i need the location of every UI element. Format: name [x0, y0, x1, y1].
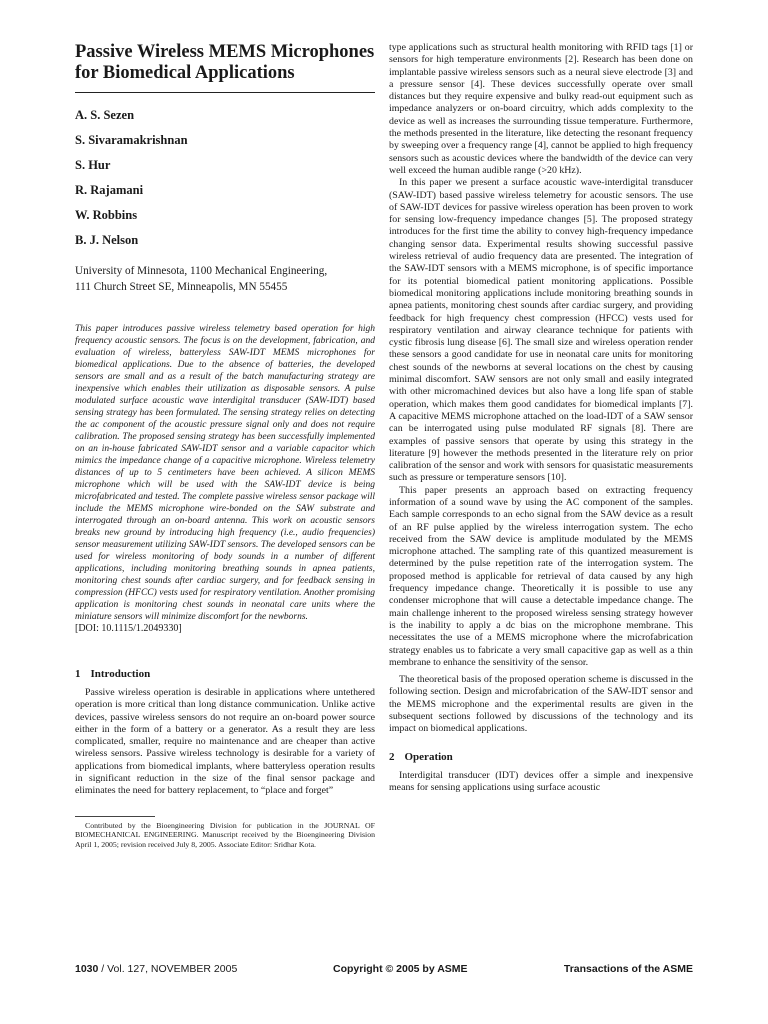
body-paragraph: type applications such as structural health monitoring with RFID tags [1] or sensors for high temperature environments [2]. Research has been done on implantable passive wireless sensors such as a neural sieve electrode [3] and a pressure sensor [4]. These devices successfully operate over small distances but they require expensive and bulky read-out equipment such as impedance analyzers or on-board circuitry, which adds complexity to the device as well as increases the surrounding tissue temperature. Furthermore, the methods presented in the literature, like detecting the resonant frequency by sweeping over a frequency range [4], cannot be applied to high frequency sensors such as acoustic devices where the bandwidth of the device can very well exceed the human audible range (>20 kHz).: [389, 42, 693, 176]
body-paragraph: The theoretical basis of the proposed operation scheme is discussed in the following section. Design and microfabrication of the SAW-IDT sensor and the MEMS microphone and the experimental results are given in the subsequent sections followed by discussions of the technology and its impact on biomedical applications.: [389, 674, 693, 735]
page-number: 1030: [75, 963, 99, 975]
affiliation-line-1: University of Minnesota, 1100 Mechanical Engineering,: [75, 265, 328, 277]
author-name: S. Sivaramakrishnan: [75, 133, 188, 147]
author-list: [75, 105, 375, 255]
left-column: [75, 40, 375, 849]
introduction-paragraph: Passive wireless operation is desirable in applications where untethered operation is more critical than long distance communication. Unlike active devices, passive wireless sensors do not require an on-board power source either in the form of a battery or a generator. As a result they are less complicated, smaller, require no maintenance and are cheaper than active wireless sensors. Passive wireless technology is desirable for a variety of applications from biomedical implants, where batteryless operation results in significant reduction in the size of the final sensor package and eliminates the need for battery replacement, to “place and forget”: [75, 687, 375, 797]
title-rule: [75, 92, 375, 93]
abstract-text: This paper introduces passive wireless telemetry based operation for high frequency acoustic sensors. The focus is on the development, fabrication, and evaluation of wireless, batteryless SAW-IDT MEMS microphones for biomedical applications. Due to the absence of batteries, the developed sensors are small and as a result of the batch manufacturing strategy are inexpensive which enables their utilization as disposable sensors. A pulse modulated surface acoustic wave interdigital transducer (SAW-IDT) based sensing strategy has been formulated. The sensing strategy relies on detecting the ac component of the acoustic pressure signal only and does not require calibration. The proposed sensing strategy has been successfully implemented on an in-house fabricated SAW-IDT sensor and a variable capacitor which mimics the impedance change of a capacitive microphone. Wireless telemetry distances of up to 5 centimeters have been achieved. A silicon MEMS microphone which will be used with the SAW-IDT device is being microfabricated and tested. The complete passive wireless sensor package will include the MEMS microphone wire-bonded on the SAW substrate and interrogated through an on-board antenna. This work on acoustic sensors breaks new ground by introducing high frequency (i.e., audio frequencies) sensor measurement utilizing SAW-IDT sensors. The developed sensors can be used for wireless monitoring of body sounds in a number of different applications, including monitoring breathing sounds in apnea patients, monitoring chest sounds after cardiac surgery, and for feedback sensing in compression (HFCC) vests used for respiratory ventilation. Another promising application is monitoring chest sounds in neonatal care units where the miniature sensors will minimize discomfort for the newborns.: [75, 324, 375, 622]
footer-separator: /: [101, 963, 105, 975]
affiliation-line-2: 111 Church Street SE, Minneapolis, MN 55455: [75, 281, 288, 293]
section-heading-operation: [389, 750, 693, 764]
volume-info: Vol. 127, NOVEMBER 2005: [107, 963, 238, 975]
author-name: W. Robbins: [75, 208, 138, 222]
paper-title: Passive Wireless MEMS Microphones for Biomedical Applications: [75, 42, 375, 83]
section-title: Introduction: [90, 668, 151, 680]
section-title: Operation: [404, 750, 453, 763]
author-name: S. Hur: [75, 158, 111, 172]
section-heading-introduction: [75, 667, 375, 681]
page-footer: [75, 963, 693, 979]
body-paragraph: Interdigital transducer (IDT) devices offer a simple and inexpensive means for sensing applications using surface acoustic: [389, 769, 693, 793]
doi-link[interactable]: [DOI: 10.1115/1.2049330]: [75, 623, 182, 634]
author-name: A. S. Sezen: [75, 108, 135, 122]
footnote: Contributed by the Bioengineering Division for publication in the JOURNAL OF BIOMECHANICAL ENGINEERING. Manuscript received by the Bioengineering Division April 1, 2005; revision received July 8, 2005. Associate Editor: Sridhar Kota.: [75, 820, 375, 849]
section-number: 2: [389, 750, 395, 763]
abstract: [75, 323, 375, 623]
journal-name: Transactions of the ASME: [563, 963, 693, 975]
author-name: B. J. Nelson: [75, 233, 139, 247]
footnote-rule: [75, 816, 155, 817]
footer-page-info: [75, 963, 237, 975]
body-paragraph: This paper presents an approach based on extracting frequency information of a sound wave by using the AC component of the samples. Each sample corresponds to an echo signal from the SAW device as a result of an RF pulse applied by the wireless interrogation system. The echo received from the SAW device is amplitude modulated by the MEMS microphone attached. The sampling rate of this quantized measurement is determined by the pulse repetition rate of the interrogation system. The proposed method is applicable for retrieval of data caused by any high frequency impedance change. Theoretically it is possible to use any condenser microphone that will cause a detectable impedance change. The main challenge inherent to the proposed wireless sensing strategy however is the inability to apply a dc bias on the microphone membrane. This necessitates the use of a MEMS microphone where the microfabrication strategy enables us to fabricate a very small capacitive gap as well as a thin membrane to enhance the sensitivity of the sensor.: [389, 484, 693, 668]
body-paragraph: In this paper we present a surface acoustic wave-interdigital transducer (SAW-IDT) based passive wireless telemetry for acoustic sensors. The use of SAW-IDT devices for passive wireless operation has been proven to work for sensing low-frequency impedance changes [5]. The proposed strategy introduces for the first time the ability to convey high-frequency impedance changing sensor data. Experimental results showing successful passive wireless retrieval of audio frequency data are presented. The integration of the SAW-IDT sensors with a MEMS microphone, is of specific importance for its potential biomedical patient monitoring applications. Possible biomedical monitoring applications include monitoring breathing sounds in apnea patients, monitoring chest sounds after cardiac surgery, and providing feedback for high frequency chest compression (HFCC) vests used for respiratory ventilation and airway clearance technique for patients with cystic fibrosis lung disease [6]. The small size and wireless operation render these sensors a good candidate for use in neonatal care units for monitoring chest sounds of the newborns at several locations on the chest by causing minimal discomfort. SAW sensors are not only small and easily integrated with other micromachined devices but also have a long life span of stable operation, which makes them good candidates for biomedical implants [7]. A capacitive MEMS microphone attached on the load-IDT of a SAW sensor can be interrogated using pulse modulated RF signals [8]. There are examples of passive sensors that operate by using this strategy in the literature [9] however the methods presented in the literature rely on prior calibration of the sensor and work with sensors for quasistatic measurements such as pressure or temperature sensors [10].: [389, 177, 693, 484]
right-column: [389, 42, 693, 794]
affiliation: [75, 263, 375, 295]
section-number: 1: [75, 668, 81, 680]
author-name: R. Rajamani: [75, 183, 144, 197]
copyright-notice: Copyright © 2005 by ASME: [333, 963, 468, 975]
